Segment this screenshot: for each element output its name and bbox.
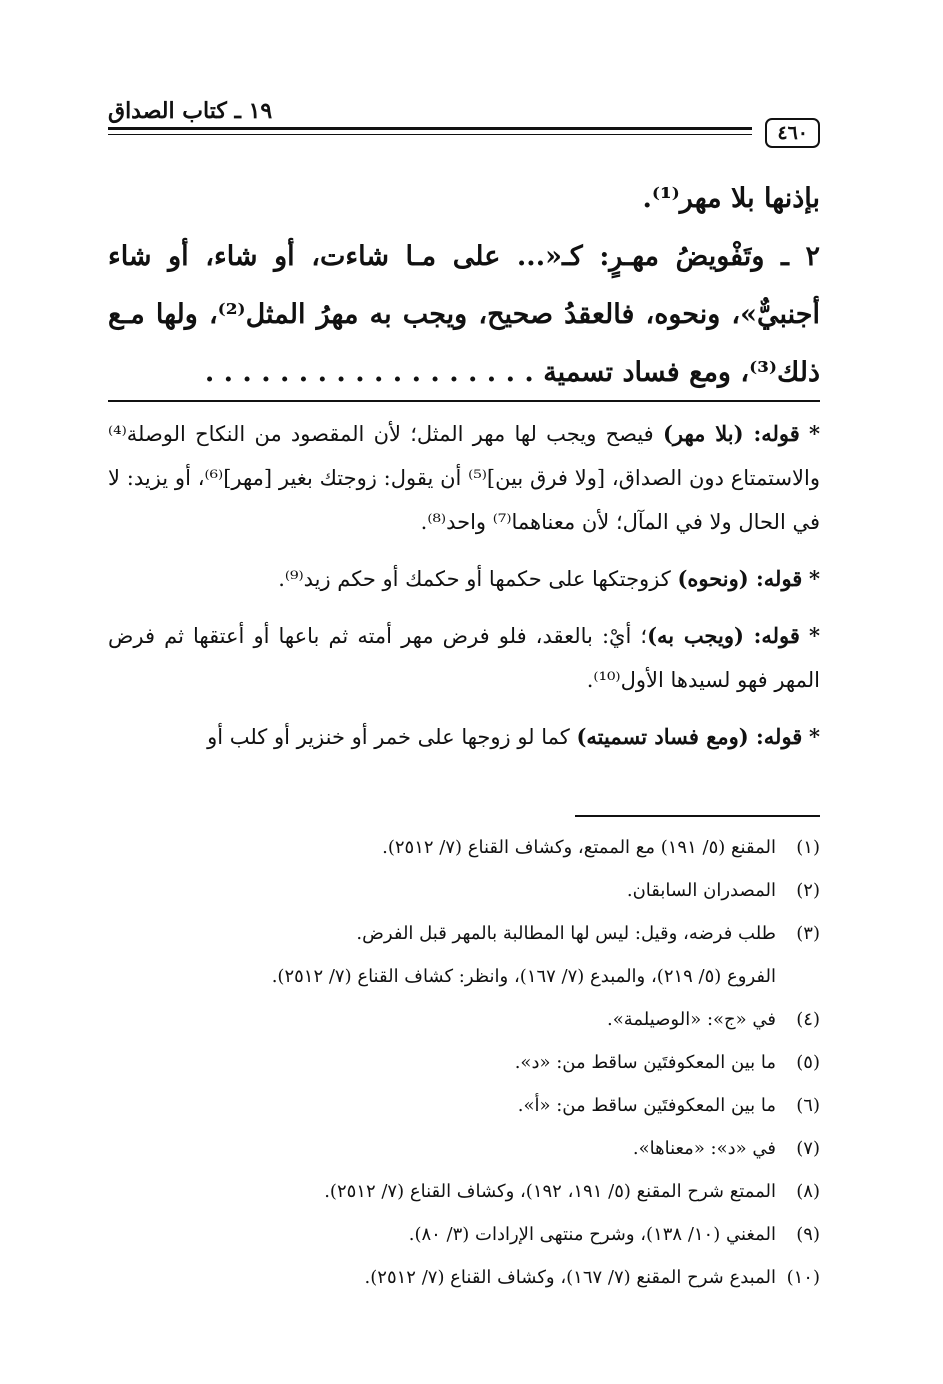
footnote — [108, 1170, 820, 1213]
footnote — [108, 998, 820, 1041]
footnote-text: الممتع شرح المقنع (٥/ ١٩١، ١٩٢)، وكشاف القناع (٧/ ٢٥١٢). — [324, 1181, 776, 1202]
star-marker: * — [809, 623, 820, 648]
footnote — [108, 1213, 820, 1256]
footnote-number: (١) — [796, 837, 820, 858]
footnote-text: المقنع (٥/ ١٩١) مع الممتع، وكشاف القناع (٧/ ٢٥١٢). — [382, 837, 776, 858]
commentary-text: كزوجتكها على حكمها أو حكمك أو حكم زيد⁽⁹⁾. — [278, 567, 678, 591]
footnote-text: ما بين المعكوفتَين ساقط من: «أ». — [517, 1095, 776, 1116]
main-text-line: بإذنها بلا مهر⁽¹⁾. — [642, 183, 820, 214]
footnote-number: (٧) — [796, 1138, 820, 1159]
footnote-number: (٢) — [796, 880, 820, 901]
header-rule-thin — [108, 134, 752, 135]
commentary-lead: قوله: (ونحوه) — [677, 566, 803, 591]
footnote-text: الفروع (٥/ ٢١٩)، والمبدع (٧/ ١٦٧)، وانظر: كشاف القناع (٧/ ٢٥١٢). — [271, 966, 776, 987]
footnote-continuation — [108, 955, 820, 998]
footnote-number: (٥) — [796, 1052, 820, 1073]
footnote-number: (٣) — [796, 923, 820, 944]
text-separator — [108, 400, 820, 402]
footnote-number: (٤) — [796, 1009, 820, 1030]
commentary-paragraph — [108, 412, 820, 544]
footnote-text: المبدع شرح المقنع (٧/ ١٦٧)، وكشاف القناع (٧/ ٢٥١٢). — [364, 1267, 776, 1288]
footnote-number: (٩) — [796, 1224, 820, 1245]
footnote-text: في «د»: «معناها». — [632, 1138, 776, 1159]
footnote — [108, 826, 820, 869]
commentary-lead: قوله: (بلا مهر) — [662, 421, 800, 446]
footnote-text: المغني (١٠/ ١٣٨)، وشرح منتهى الإرادات (٣/ ٨٠). — [408, 1224, 776, 1245]
commentary-text: ؛ أيْ: بالعقد، فلو فرض مهر أمته ثم باعها أو أعتقها ثم فرض المهر فهو لسيدها الأول⁽¹⁰⁾. — [108, 624, 820, 692]
commentary-text: كما لو زوجها على خمر أو خنزير أو كلب أو — [207, 725, 577, 749]
main-text — [108, 170, 820, 402]
footnote-text: ما بين المعكوفتَين ساقط من: «د». — [514, 1052, 776, 1073]
star-marker: * — [809, 724, 820, 749]
page-number: ٤٦٠ — [765, 118, 820, 148]
footnote-rule — [575, 815, 820, 817]
footnote-number: (١٠) — [786, 1267, 820, 1288]
footnote-text: في «ج»: «الوصيلمة». — [606, 1009, 776, 1030]
footnote-number: (٨) — [796, 1181, 820, 1202]
star-marker: * — [808, 421, 820, 446]
commentary-paragraph — [108, 715, 820, 759]
footnote — [108, 1127, 820, 1170]
commentary-paragraph — [108, 614, 820, 702]
commentary — [108, 412, 820, 772]
footnote — [108, 1041, 820, 1084]
page-header — [108, 92, 820, 152]
footnote — [108, 1084, 820, 1127]
footnote-text: المصدران السابقان. — [626, 880, 776, 901]
footnote — [108, 1256, 820, 1299]
footnote — [108, 912, 820, 955]
header-rule-thick — [108, 127, 752, 130]
main-text-paragraph: ٢ ـ وتَفْويضُ مهـرٍ: كـ«... على مـا شاءت، أو شاء، أو شاء أجنبيٌّ»، ونحوه، فالعقدُ صحيح، ويجب به مهرُ المثل⁽²⁾، ولها مـع ذلك⁽³⁾، ومع فساد تسمية . . . . . . . . . . . . . . . . . . — [108, 241, 820, 388]
footnote-text: طلب فرضه، وقيل: ليس لها المطالبة بالمهر قبل الفرض. — [356, 923, 776, 944]
commentary-lead: قوله: (ومع فساد تسميته) — [576, 724, 803, 749]
footnote-number: (٦) — [796, 1095, 820, 1116]
running-title: ١٩ ـ كتاب الصداق — [108, 98, 273, 124]
star-marker: * — [809, 566, 820, 591]
commentary-paragraph — [108, 557, 820, 601]
commentary-text: فيصح ويجب لها مهر المثل؛ لأن المقصود من النكاح الوصلة⁽⁴⁾ والاستمتاع دون الصداق، [ولا فرق بين]⁽⁵⁾ أن يقول: زوجتك بغير [مهر]⁽⁶⁾، أو يزيد: لا في الحال ولا في المآل؛ لأن معناهما⁽⁷⁾ واحد⁽⁸⁾. — [108, 422, 820, 534]
commentary-lead: قوله: (ويجب به) — [647, 623, 800, 648]
footnote — [108, 869, 820, 912]
footnotes — [108, 826, 820, 1299]
